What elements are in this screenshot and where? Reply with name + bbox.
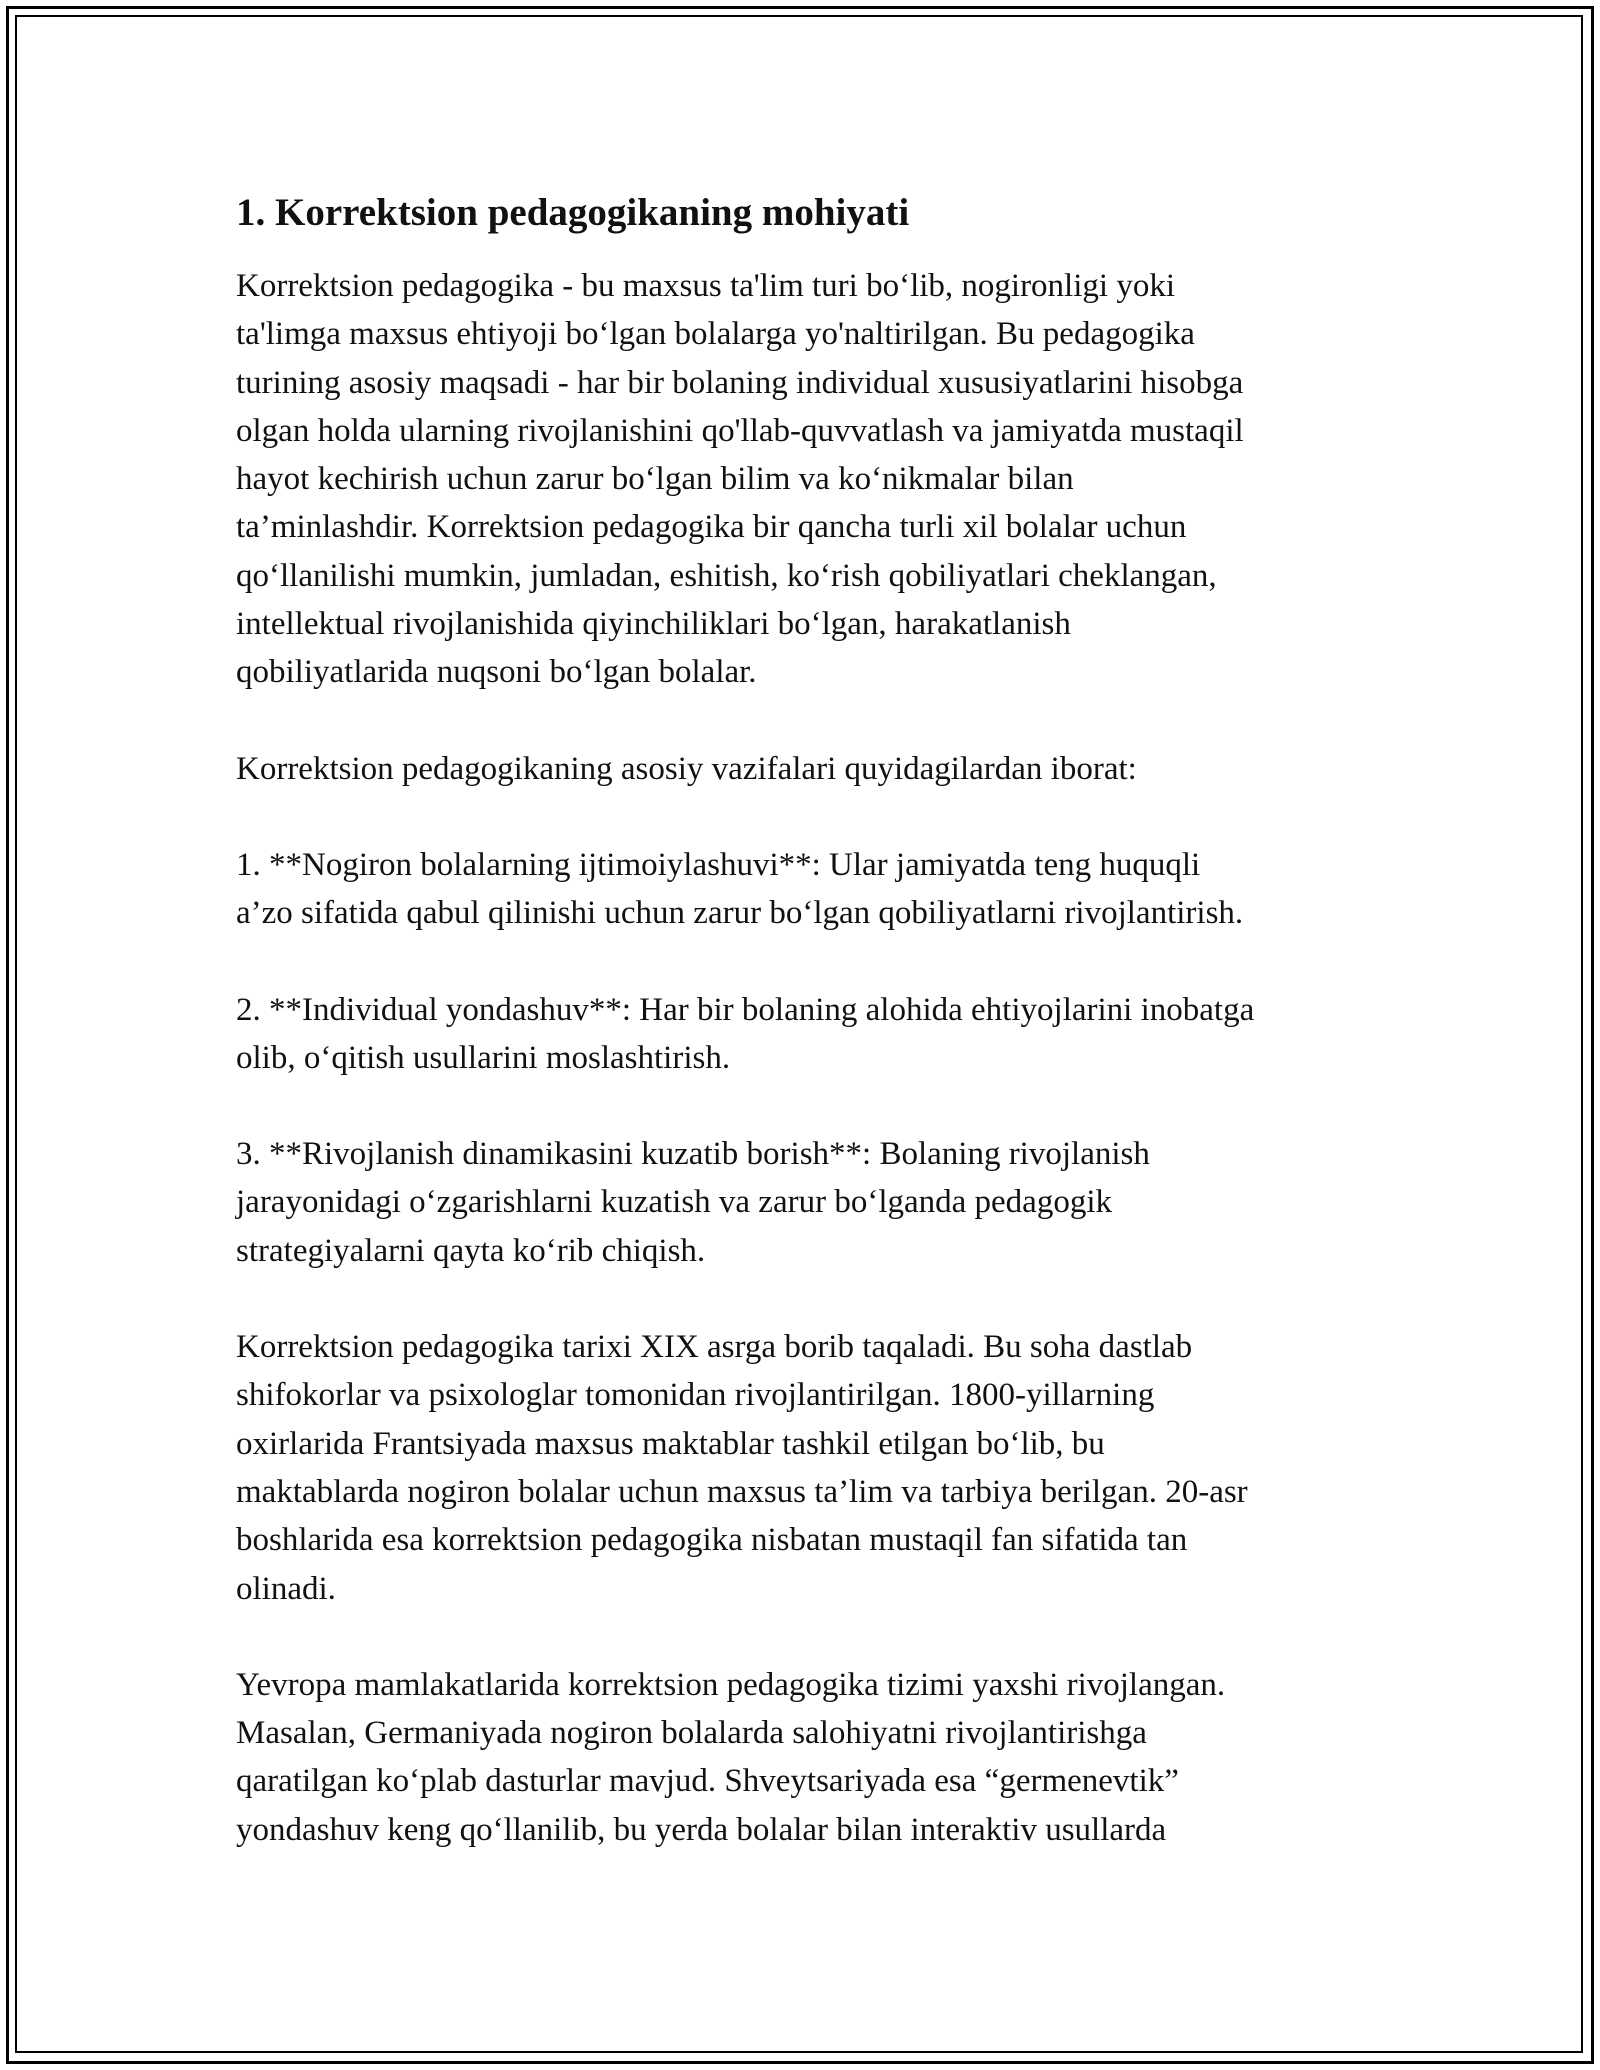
- text-line: olinadi.: [236, 1570, 336, 1607]
- text-line: boshlarida esa korrektsion pedagogika nisbatan mustaqil fan sifatida tan: [236, 1522, 1188, 1559]
- paragraph: [236, 841, 1376, 938]
- text-line: Korrektsion pedagogika - bu maxsus ta'lim turi bo‘lib, nogironligi yoki: [236, 268, 1175, 304]
- text-line: qaratilgan ko‘plab dasturlar mavjud. Shveytsariyada esa “germenevtik”: [236, 1763, 1179, 1800]
- text-line: turining asosiy maqsadi - har bir bolaning individual xususiyatlarini hisobga: [236, 364, 1244, 401]
- text-line: ta’minlashdir. Korrektsion pedagogika bir qancha turli xil bolalar uchun: [236, 509, 1187, 546]
- document-body: [236, 186, 1376, 1854]
- text-line: Masalan, Germaniyada nogiron bolalarda salohiyatni rivojlantirishga: [236, 1715, 1147, 1752]
- text-line: olib, o‘qitish usullarini moslashtirish.: [236, 1039, 731, 1076]
- paragraph: [236, 986, 1376, 1083]
- text-line: jarayonidagi o‘zgarishlarni kuzatish va zarur bo‘lganda pedagogik: [236, 1184, 1112, 1221]
- text-line: shifokorlar va psixologlar tomonidan rivojlantirilgan. 1800-yillarning: [236, 1377, 1155, 1414]
- paragraph: [236, 262, 1376, 697]
- paragraph: [236, 1130, 1376, 1275]
- text-line: 3. **Rivojlanish dinamikasini kuzatib borish**: Bolaning rivojlanish: [236, 1136, 1150, 1173]
- text-line: maktablarda nogiron bolalar uchun maxsus ta’lim va tarbiya berilgan. 20-asr: [236, 1473, 1248, 1510]
- text-line: olgan holda ularning rivojlanishini qo'llab-quvvatlash va jamiyatda mustaqil: [236, 412, 1244, 449]
- text-line: Korrektsion pedagogika tarixi XIX asrga borib taqaladi. Bu soha dastlab: [236, 1329, 1193, 1366]
- paragraph: [236, 1323, 1376, 1613]
- paragraph-list: [236, 262, 1376, 1854]
- text-line: Yevropa mamlakatlarida korrektsion pedagogika tizimi yaxshi rivojlangan.: [236, 1666, 1226, 1703]
- text-line: intellektual rivojlanishida qiyinchiliklari bo‘lgan, harakatlanish: [236, 606, 1071, 643]
- text-line: 1. **Nogiron bolalarning ijtimoiylashuvi**: Ular jamiyatda teng huquqli: [236, 846, 1201, 883]
- text-line: 2. **Individual yondashuv**: Har bir bolaning alohida ehtiyojlarini inobatga: [236, 991, 1255, 1028]
- paragraph: [236, 745, 1376, 793]
- text-line: Korrektsion pedagogikaning asosiy vazifalari quyidagilardan iborat:: [236, 750, 1137, 787]
- text-line: a’zo sifatida qabul qilinishi uchun zarur bo‘lgan qobiliyatlarni rivojlantirish.: [236, 895, 1244, 932]
- text-line: hayot kechirish uchun zarur bo‘lgan bilim va ko‘nikmalar bilan: [236, 461, 1074, 498]
- text-line: ta'limga maxsus ehtiyoji bo‘lgan bolalarga yo'naltirilgan. Bu pedagogika: [236, 316, 1195, 353]
- paragraph: [236, 1661, 1376, 1854]
- section-heading: 1. Korrektsion pedagogikaning mohiyati: [236, 191, 910, 234]
- text-line: yondashuv keng qo‘llanilib, bu yerda bolalar bilan interaktiv usullarda: [236, 1811, 1167, 1848]
- text-line: oxirlarida Frantsiyada maxsus maktablar tashkil etilgan bo‘lib, bu: [236, 1425, 1105, 1462]
- text-line: qo‘llanilishi mumkin, jumladan, eshitish, ko‘rish qobiliyatlari cheklangan,: [236, 557, 1217, 594]
- text-line: strategiyalarni qayta ko‘rib chiqish.: [236, 1232, 706, 1269]
- text-line: qobiliyatlarida nuqsoni bo‘lgan bolalar.: [236, 654, 757, 691]
